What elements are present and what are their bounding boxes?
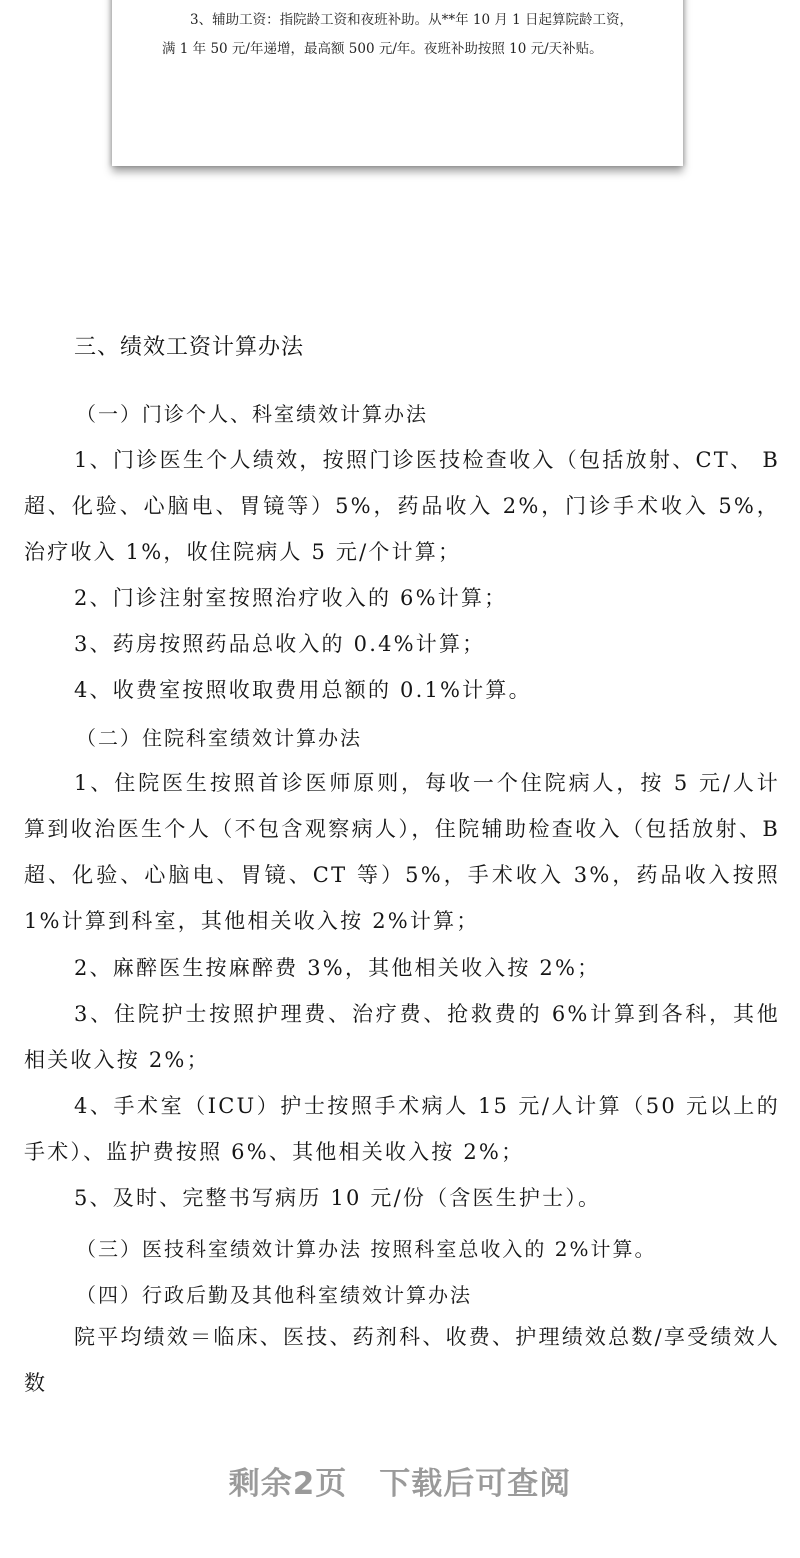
paragraph: 2、门诊注射室按照治疗收入的 6%计算； bbox=[74, 586, 508, 610]
paragraph: 1、住院医生按照首诊医师原则，每收一个住院病人，按 5 元/人计算到收治医生个人（不包含观察病人），住院辅助检查收入（包括放射、B 超、化验、心脑电、胃镜、CT 等）5%，手术收入 3%，药品收入按照 1%计算到科室，其他相关收入按 2%计算； bbox=[24, 771, 780, 933]
paragraph: 院平均绩效＝临床、医技、药剂科、收费、护理绩效总数/享受绩效人数 bbox=[24, 1325, 780, 1395]
paragraph: 2、麻醉医生按麻醉费 3%，其他相关收入按 2%； bbox=[74, 956, 601, 980]
download-prompt[interactable] bbox=[0, 1458, 800, 1503]
paragraph: 3、药房按照药品总收入的 0.4%计算； bbox=[74, 632, 486, 656]
subsection-title-outpatient: （一）门诊个人、科室绩效计算办法 bbox=[76, 402, 428, 426]
preview-paragraph: 3、辅助工资：指院龄工资和夜班补助。从**年 10 月 1 日起算院龄工资，满 1 年 50 元/年递增，最高额 500 元/年。夜班补助按照 10 元/天补贴。 bbox=[162, 12, 634, 57]
subsection-title-inpatient: （二）住院科室绩效计算办法 bbox=[76, 726, 362, 750]
preview-page-card bbox=[112, 0, 683, 166]
section-title: 三、绩效工资计算办法 bbox=[74, 335, 305, 360]
paragraph: 4、手术室（ICU）护士按照手术病人 15 元/人计算（50 元以上的手术）、监护费按照 6%、其他相关收入按 2%； bbox=[24, 1094, 780, 1164]
subsection-title-admin: （四）行政后勤及其他科室绩效计算办法 bbox=[76, 1283, 472, 1307]
subsection-title-medtech: （三）医技科室绩效计算办法 按照科室总收入的 2%计算。 bbox=[76, 1237, 657, 1261]
paragraph: 4、收费室按照收取费用总额的 0.1%计算。 bbox=[74, 678, 532, 702]
paragraph: 5、及时、完整书写病历 10 元/份（含医生护士）。 bbox=[74, 1186, 602, 1210]
remaining-pages-label: 剩余2页 bbox=[228, 1466, 348, 1502]
download-hint-label: 下载后可查阅 bbox=[379, 1466, 572, 1502]
paragraph: 3、住院护士按照护理费、治疗费、抢救费的 6%计算到各科，其他相关收入按 2%； bbox=[24, 1002, 780, 1072]
paragraph: 1、门诊医生个人绩效，按照门诊医技检查收入（包括放射、CT、 B 超、化验、心脑电、胃镜等）5%，药品收入 2%，门诊手术收入 5%，治疗收入 1%，收住院病人 5 元/个计算； bbox=[24, 448, 780, 564]
